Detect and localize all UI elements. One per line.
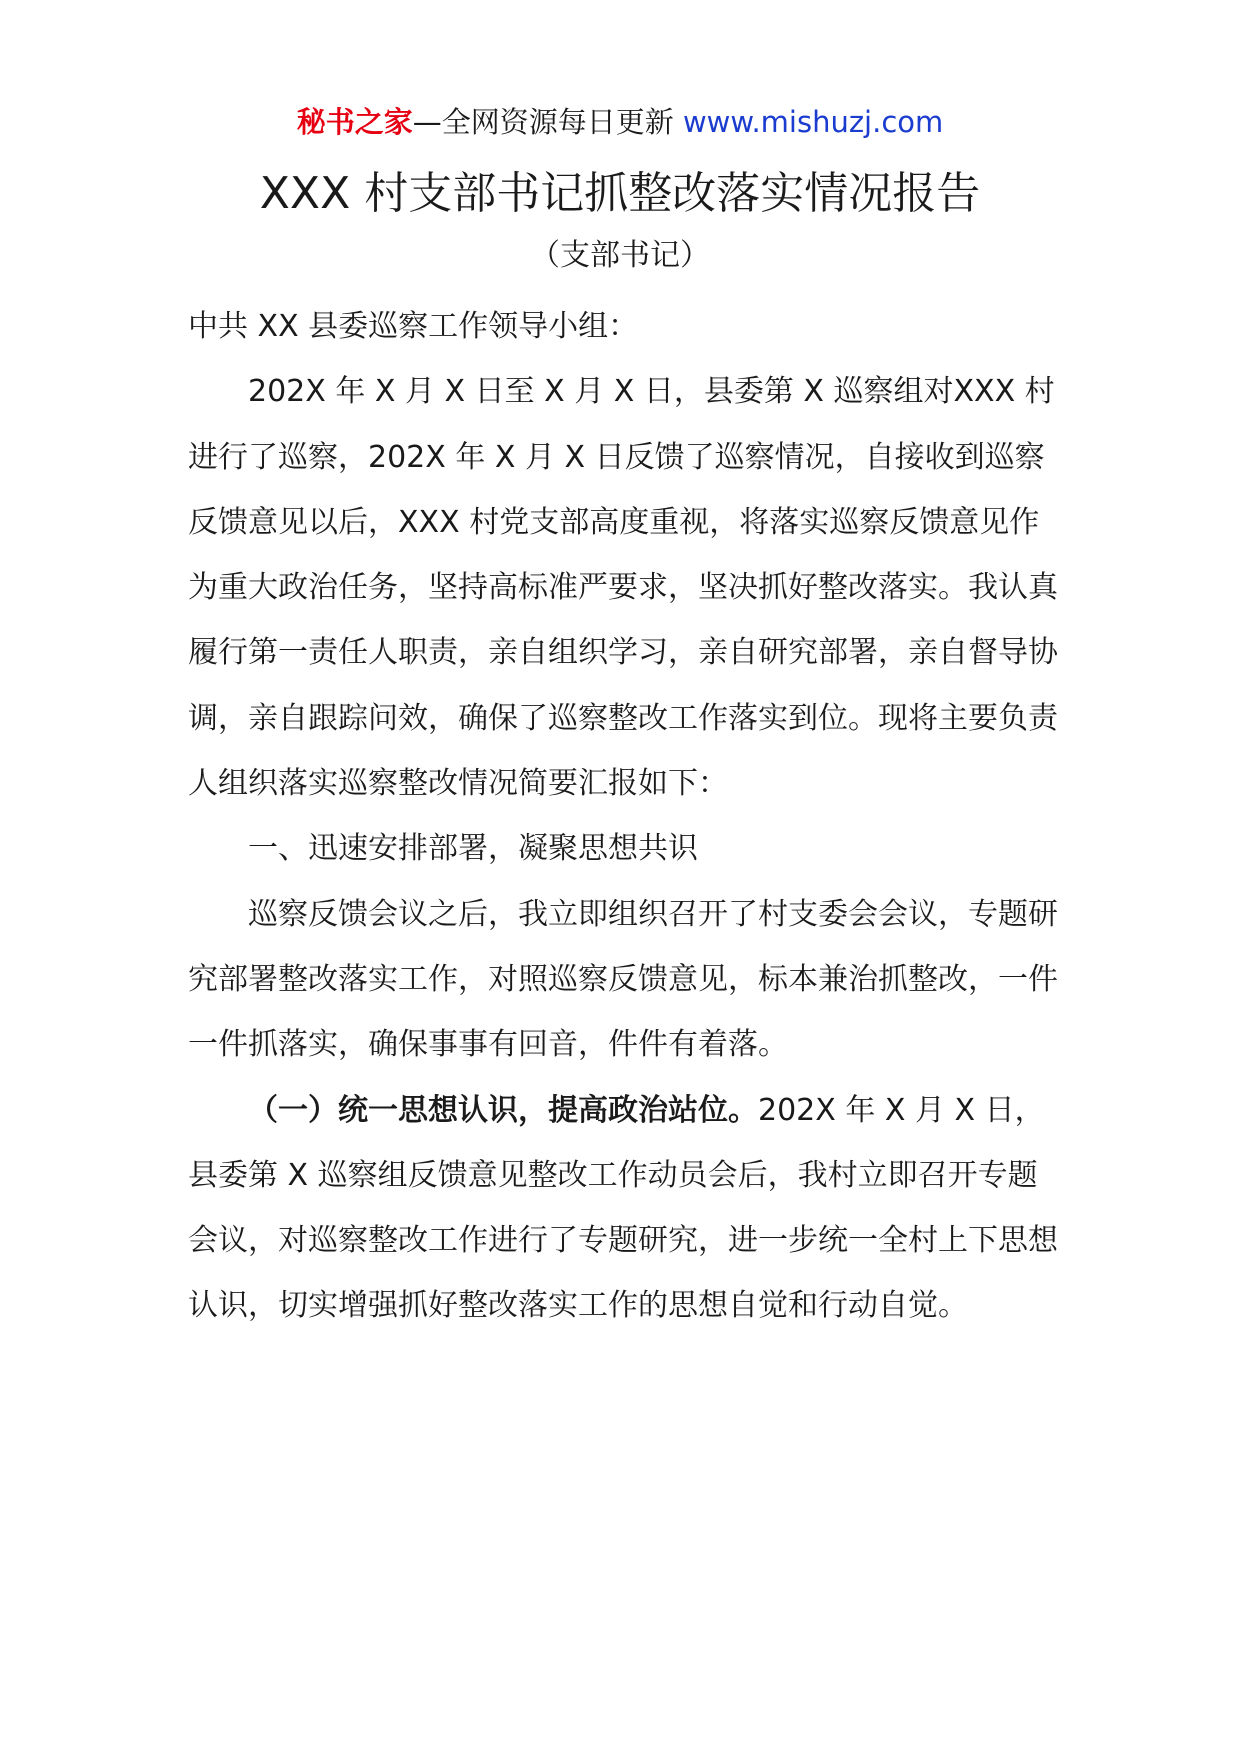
subsection-text: 202X 年 X 月 X 日，县委第 X 巡察组反馈意见整改工作动员会后，我村立即召开专题会议，对巡察整改工作进行了专题研究，进一步统一全村上下思想认识，切实增强抓好整改落实工作的思想自觉和行动自觉。 [188, 1092, 1058, 1324]
brand-name: 秘书之家 [296, 105, 413, 139]
document-subtitle: （支部书记） [530, 238, 710, 273]
website-link[interactable]: www.mishuzj.com [682, 105, 944, 139]
site-banner [0, 102, 1240, 142]
document-title: XXX 村支部书记抓整改落实情况报告 [259, 168, 981, 219]
intro-paragraph: 202X 年 X 月 X 日至 X 月 X 日，县委第 X 巡察组对XXX 村进行了巡察，202X 年 X 月 X 日反馈了巡察情况，自接收到巡察反馈意见以后，XXX 村党支部高度重视，将落实巡察反馈意见作为重大政治任务，坚持高标准严要求，坚决抓好整改落实。我认真履行第一责任人职责，亲自组织学习，亲自研究部署，亲自督导协调，亲自跟踪问效，确保了巡察整改工作落实到位。现将主要负责人组织落实巡察整改情况简要汇报如下： [188, 374, 1058, 802]
document-body [188, 294, 1058, 1339]
subsection-paragraph [188, 1078, 1058, 1339]
section-paragraph: 巡察反馈会议之后，我立即组织召开了村支委会会议，专题研究部署整改落实工作，对照巡察反馈意见，标本兼治抓整改，一件一件抓落实，确保事事有回音，件件有着落。 [188, 896, 1058, 1063]
subsection-heading: （一）统一思想认识，提高政治站位。 [248, 1092, 758, 1128]
banner-tagline: —全网资源每日更新 [412, 105, 683, 139]
section-heading: 一、迅速安排部署，凝聚思想共识 [248, 831, 698, 867]
salutation: 中共 XX 县委巡察工作领导小组： [188, 309, 639, 344]
